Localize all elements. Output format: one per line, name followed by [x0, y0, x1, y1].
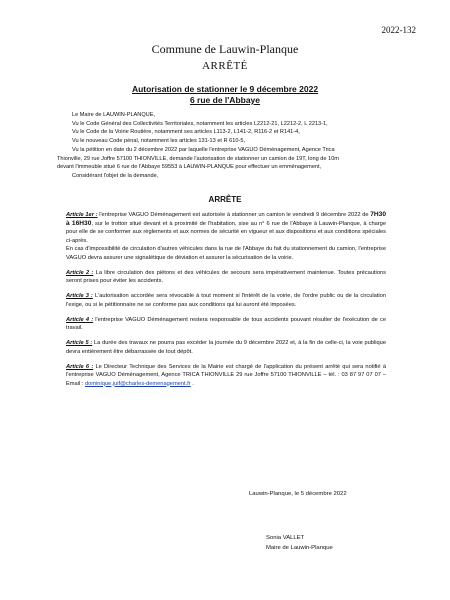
consideration-line: Vu le nouveau Code pénal, notamment les articles 131-13 et R 610-5, — [72, 138, 245, 145]
document-title: ARRÊTÉ — [202, 60, 248, 72]
article-1 — [66, 211, 386, 262]
article-6-text: Le Directeur Technique des Services de la Mairie est chargé de l'application du présent arrêté qui sera notifié à l'entreprise VAGUO Déménagement, Agence TRICA THIONVILLE 29 rue Joffre 57100 THIONVILLE – tél. : 03 87 97 07 07 – Email : — [66, 363, 386, 387]
considerations-block — [57, 111, 392, 181]
subject-line-1: Autorisation de stationner le 9 décembre 2022 — [131, 84, 319, 94]
article-3 — [66, 292, 386, 309]
commune-name: Commune de Lauwin-Planque — [151, 42, 299, 56]
article-6 — [66, 363, 386, 389]
article-4-text: l'entreprise VAGUO Déménagement restera responsable de tous accidents pouvant résulter de l'exécution de ce travail. — [66, 316, 386, 331]
articles-body — [66, 211, 386, 395]
article-1-hours: 7H30 à 16H30 — [66, 211, 386, 227]
article-4 — [66, 316, 386, 333]
article-3-text: L'autorisation accordée sera révocable à tout moment si l'intérêt de la voirie, de l'ordre public ou de la circulation l'exige, ou si le pétitionnaire ne se conforme pas aux conditions qui lui auront été imposées. — [66, 293, 387, 308]
article-6-label: Article 6 : — [66, 363, 94, 370]
article-2 — [66, 269, 386, 286]
signer-name: Sonia VALLET — [266, 535, 305, 541]
article-2-label: Article 2 : — [66, 269, 94, 276]
consideration-line: Considérant l'objet de la demande, — [72, 172, 159, 179]
article-5 — [66, 339, 386, 356]
section-title: ARRÊTE — [208, 195, 242, 204]
consideration-line: devant l'immeuble situé 6 rue de l'Abbaye 59553 à LAUWIN-PLANQUE pour effectuer un emménagement, — [57, 164, 322, 171]
signer-title: Maire de Lauwin-Planque — [266, 545, 333, 551]
consideration-line: Vu le Code de la Voirie Routière, notamment ses articles L113-2, L141-2, R116-2 et R141-4, — [72, 129, 300, 136]
place-and-date: Lauwin-Planque, le 5 décembre 2022 — [249, 491, 347, 497]
signature-block — [266, 533, 333, 553]
article-1-text: l'entreprise VAGUO Déménagement est autorisée à stationner un camion le vendredi 9 décembre 2022 de — [97, 212, 371, 218]
article-1-deviation: En cas d'impossibilité de circulation d'autres véhicules dans la rue de l'Abbaye du fait du stationnement du camion, l'entreprise VAGUO devra assurer une signalétique de déviation et assurer la sécurisation de la voirie. — [66, 246, 386, 261]
consideration-line: Vu le Code Général des Collectivités Territoriales, notamment les articles L2212-21, L2212-2, L 2213-1, — [72, 120, 328, 127]
article-5-text: La durée des travaux ne pourra pas excéder la journée du 9 décembre 2022 et, à la fin de celle-ci, la voie publique devra entièrement être débarrassée de tout dépôt. — [66, 340, 386, 355]
article-4-label: Article 4 : — [66, 316, 94, 323]
subject-heading — [0, 84, 450, 106]
article-1-text-cont: , sur le trottoir situé devant et à proximité de l'habitation, sise au n° 6 rue de l'Abbaye à Lauwin-Planque, à charge pour elle de se conformer aux règlements et aux normes de sécurité en vigueur et aux dispositions et aux conditions spéciales ci-après. — [66, 220, 387, 244]
consideration-line: Thionville, 29 rue Joffre 57100 THIONVILLE, demande l'autorisation de stationner un camion de 19T, long de 10m — [57, 155, 339, 162]
consideration-line: Vu la pétition en date du 2 décembre 2022 par laquelle l'entreprise VAGUO Déménagement, Agence Trica — [72, 146, 335, 153]
email-link[interactable]: dominique.juif@charles-demenagement.fr — [84, 380, 191, 387]
subject-line-2: 6 rue de l'Abbaye — [189, 95, 261, 105]
article-5-label: Article 5 : — [66, 340, 93, 346]
article-3-label: Article 3 : — [66, 293, 93, 299]
article-6-end: . — [190, 380, 194, 387]
reference-number: 2022-132 — [381, 25, 416, 35]
article-1-label: Article 1er : — [66, 212, 98, 218]
article-2-text: La libre circulation des piétons et des véhicules de secours sera impérativement maintenue. Toutes précautions seront prises pour éviter les accidents. — [66, 269, 386, 284]
mayor-line: Le Maire de LAUWIN-PLANQUE, — [72, 112, 155, 118]
